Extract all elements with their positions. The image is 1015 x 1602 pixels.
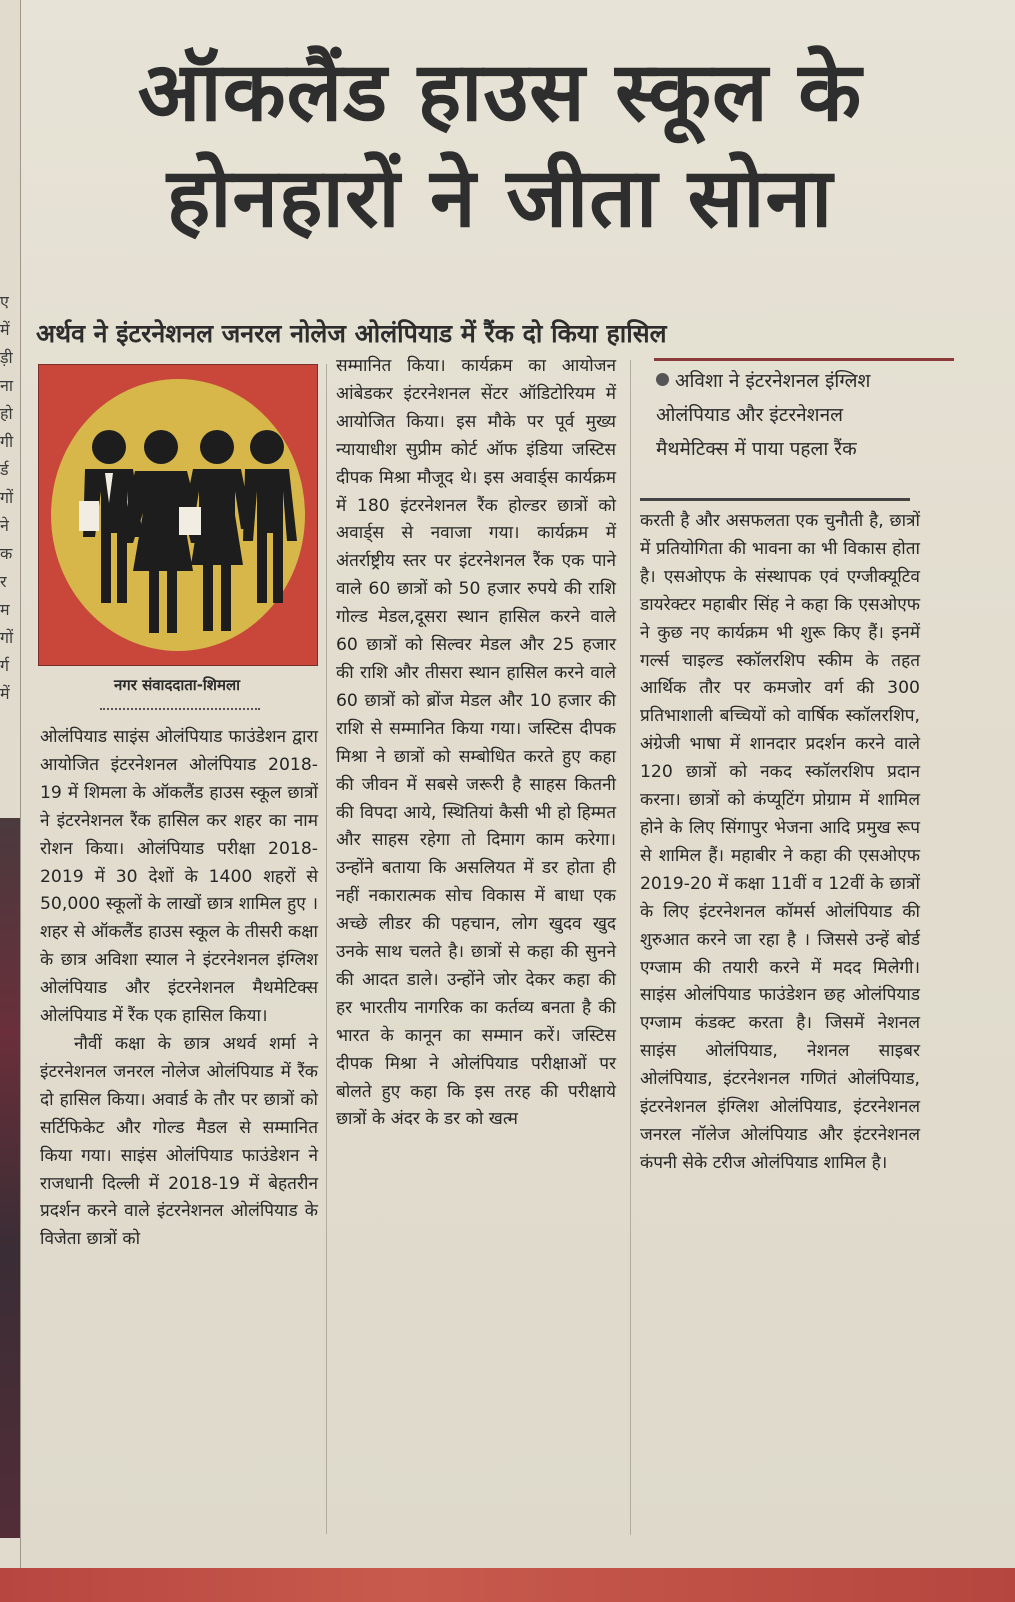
column-divider: [630, 360, 631, 1535]
fragment-text: र: [0, 572, 7, 591]
highlight-text: अविशा ने इंटरनेशनल इंग्लिश ओलंपियाड और इंटरनेशनल मैथमेटिक्स में पाया पहला रैंक: [656, 370, 871, 460]
fragment-text: ए: [0, 292, 9, 311]
fragment-text: में: [0, 684, 10, 703]
headline-line-1: ऑकलैंड हाउस स्कूल के: [137, 45, 863, 140]
article-column-1: [40, 724, 318, 1254]
highlight-rule: [640, 498, 910, 501]
article-column-2: [336, 353, 616, 1134]
subhead-rule: [654, 358, 954, 361]
caption-rule: [100, 708, 260, 710]
fragment-text: ने: [0, 516, 9, 535]
paragraph: सम्मानित किया। कार्यक्रम का आयोजन आंबेडकर इंटरनेशनल सेंटर ऑडिटोरियम में आयोजित किया। इस मौके पर पूर्व मुख्य न्यायाधीश सुप्रीम कोर्ट ऑफ इंडिया जस्टिस दीपक मिश्रा मौजूद थे। इस अवार्ड्स कार्यक्रम में 180 इंटरनेशनल रैंक होल्डर छात्रों को अवार्ड्स से नवाजा गया। कार्यक्रम में अंतर्राष्ट्रीय स्तर पर इंटरनेशनल रैंक एक पाने वाले 60 छात्रों को 50 हजार रुपये की राशि गोल्ड मेडल,दूसरा स्थान हासिल करने वाले 60 छात्रों को सिल्वर मेडल और 25 हजार की राशि और तीसरा स्थान हासिल करने वाले 60 छात्रों को ब्रोंज मेडल और 10 हजार की राशि से सम्मानित किया गया। जस्टिस दीपक मिश्रा ने छात्रों को सम्बोधित करते हुए कहा की जीवन में सबसे जरूरी है साहस कितनी की विपदा आये, स्थितियां कैसी भी हो हिम्मत और साहस रहेगा तो दिमाग काम करेगा। उन्होंने बताया कि असलियत में डर होता ही नहीं नकारात्मक सोच विकास में बाधा एक अच्छे लीडर की पहचान, लोग खुदव खुद उनके साथ चलते है। छात्रों से कहा की सुनने की आदत डाले। उन्होंने जोर देकर कहा की हर भारतीय नागरिक का कर्तव्य बनता है की भारत के कानून का सम्मान करें। जस्टिस दीपक मिश्रा ने ओलंपियाड परीक्षाओं पर बोलते हुए कहा कि इस तरह की परीक्षाये छात्रों के अंदर के डर को खत्म: [336, 356, 616, 1130]
paragraph: करती है और असफलता एक चुनौती है, छात्रों में प्रतियोगिता की भावना का भी विकास होता है। एसओएफ के संस्थापक एवं एग्जीक्यूटिव डायरेक्टर महाबीर सिंह ने कहा कि एसओएफ ने कुछ नए कार्यक्रम भी शुरू किए हैं। इनमें गर्ल्स चाइल्ड स्कॉलरशिप स्कीम के तहत आर्थिक तौर पर कमजोर वर्ग की 300 प्रतिभाशाली बच्चियों को वार्षिक स्कॉलरशिप, अंग्रेजी भाषा में शानदार प्रदर्शन करने वाले 120 छात्रों को नकद स्कॉलरशिप प्रदान करना। छात्रों को कंप्यूटिंग प्रोग्राम में शामिल होने के लिए सिंगापुर भेजना आदि प्रमुख रूप से शामिल हैं। महाबीर ने कहा की एसओएफ 2019-20 में कक्षा 11वीं व 12वीं के छात्रों के लिए इंटरनेशनल कॉमर्स ओलंपियाड की शुरुआत करने जा रहा है । जिससे उन्हें बोर्ड एग्जाम की तयारी करने में मदद मिलेगी। साइंस ओलंपियाड फाउंडेशन छह ओलंपियाड एग्जाम कंडक्ट करता है। जिसमें नेशनल साइंस ओलंपियाड, नेशनल साइबर ओलंपियाड, इंटरनेशनल गणितं ओलंपियाड, इंटरनेशनल इंग्लिश ओलंपियाड, इंटरनेशनल जनरल नॉलेज ओलंपियाड और इंटरनेशनल कंपनी सेके टरीज ओलंपियाड शामिल है।: [640, 511, 920, 1173]
headline-line-2: होनहारों ने जीता सोना: [166, 151, 834, 246]
fragment-text: गों: [0, 488, 14, 507]
subheadline: अर्थव ने इंटरनेशनल जनरल नोलेज ओलंपियाड में रैंक दो किया हासिल: [36, 319, 667, 348]
headline: [30, 40, 970, 252]
fragment-text: ना: [0, 376, 14, 395]
people-group-icon: [39, 365, 317, 665]
fragment-text: र्ग: [0, 656, 10, 675]
paragraph: ओलंपियाड साइंस ओलंपियाड फाउंडेशन द्वारा आयोजित इंटरनेशनल ओलंपियाड 2018-19 में शिमला के ऑकलैंड हाउस स्कूल छात्रों ने इंटरनेशनल रैंक हासिल कर शहर का नाम रोशन किया। ओलंपियाड परीक्षा 2018-2019 में 30 देशों के 1400 शहरों से 50,000 स्कूलों के लाखों छात्र शामिल हुए । शहर से ऑकलैंड हाउस स्कूल के तीसरी कक्षा के छात्र अविशा स्याल ने इंटरनेशनल इंग्लिश ओलंपियाड और इंटरनेशनल मैथमेटिक्स ओलंपियाड में रैंक एक हासिल किया।: [40, 727, 318, 1027]
bottom-color-band: [0, 1568, 1015, 1602]
article-column-3: [640, 508, 920, 1178]
illustration: [38, 364, 318, 666]
photo-caption: नगर संवाददाता-शिमला: [113, 676, 241, 694]
fragment-text: र्ड: [0, 460, 9, 479]
column-divider: [326, 364, 327, 1534]
fragment-text: क: [0, 544, 13, 563]
fragment-text: ड़ी: [0, 348, 13, 367]
bullet-icon: [656, 373, 669, 386]
paragraph: नौवीं कक्षा के छात्र अथर्व शर्मा ने इंटरनेशनल जनरल नोलेज ओलंपियाड में रैंक दो हासिल किया। अवार्ड के तौर पर छात्रों को सर्टिफिकेट और गोल्ड मैडल से सम्मानित किया गया। साइंस ओलंपियाड फाउंडेशन ने राजधानी दिल्ली में 2018-19 में बेहतरीन प्रदर्शन करने वाले इंटरनेशनल ओलंपियाड के विजेता छात्रों को: [40, 1033, 318, 1250]
fragment-text: गी: [0, 432, 14, 451]
fragment-text: गों: [0, 628, 14, 647]
fragment-text: हो: [0, 404, 13, 423]
highlight-box: [656, 364, 918, 466]
adjacent-column-fragment: [0, 0, 21, 1602]
fragment-text: में: [0, 320, 10, 339]
fragment-text: म: [0, 600, 10, 619]
adjacent-photo-fragment: [0, 818, 20, 1538]
